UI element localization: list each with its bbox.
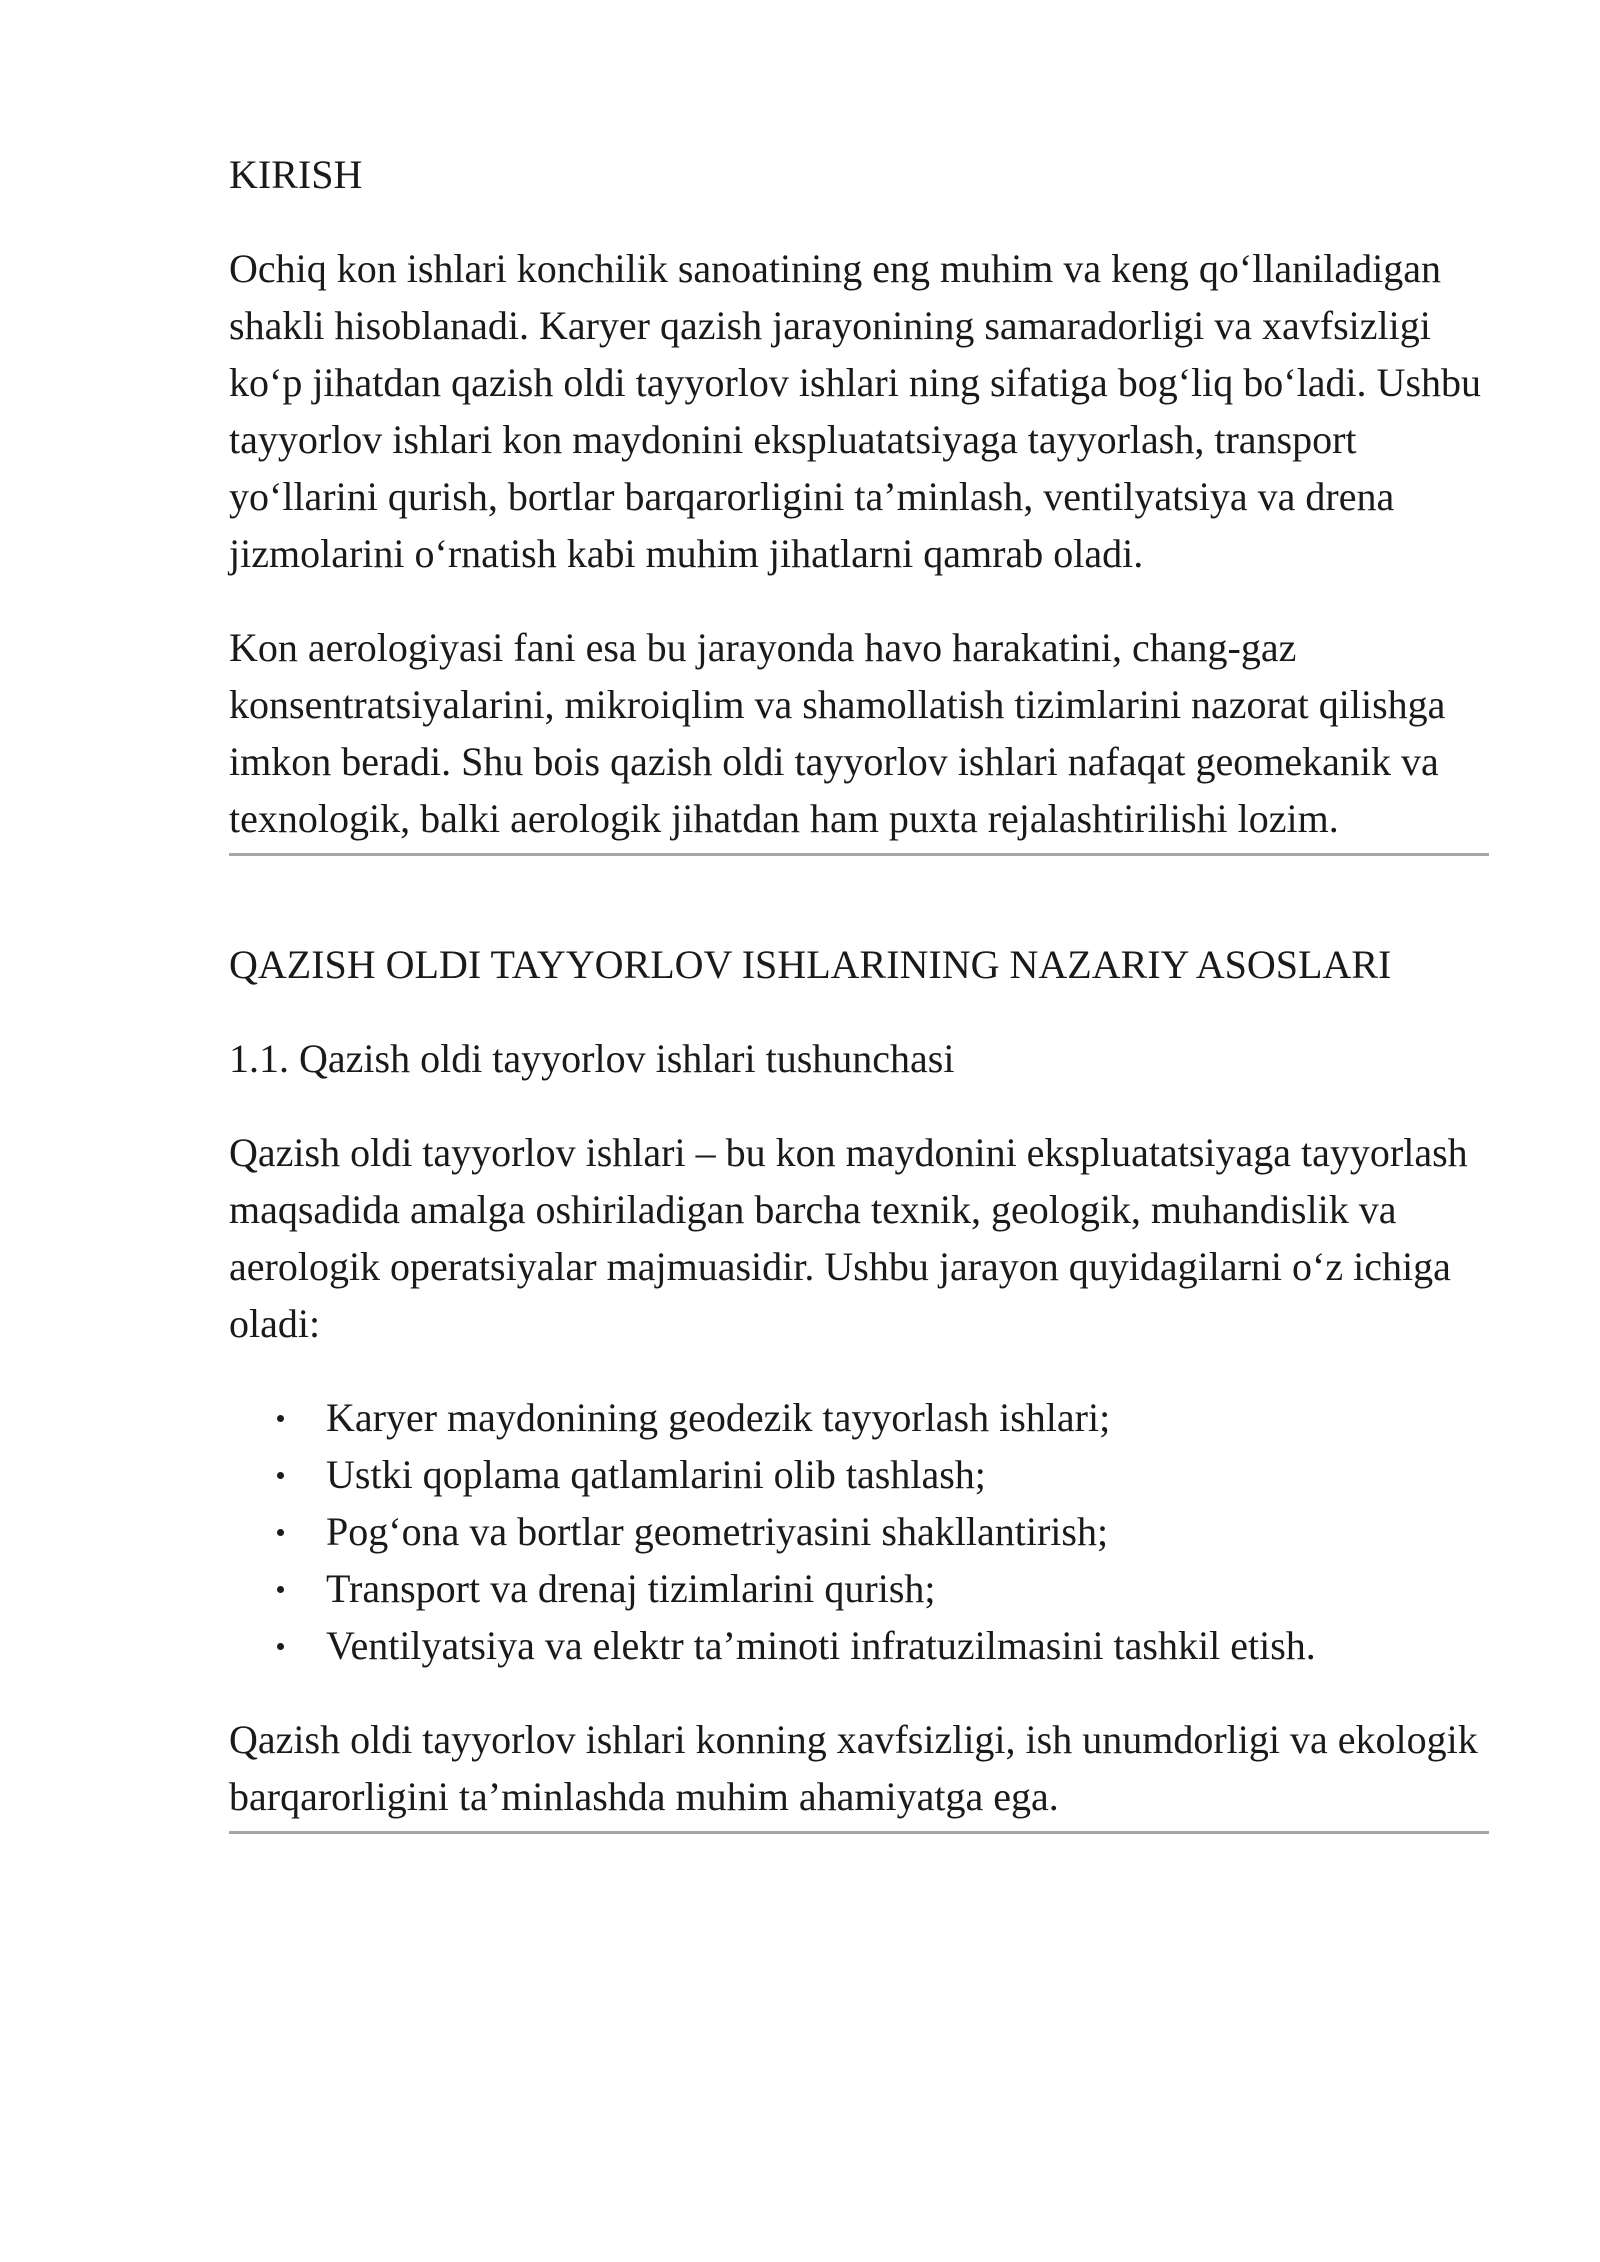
bullet-icon [277,1643,284,1650]
list-item-text: Karyer maydonining geodezik tayyorlash ishlari; [326,1395,1111,1440]
intro-paragraph-1: Ochiq kon ishlari konchilik sanoatining eng muhim va keng qo‘llaniladigan shakli hisoblanadi. Karyer qazish jarayonining samaradorligi va xavfsizligi ko‘p jihatdan qazish oldi tayyorlov ishlari ning sifatiga bog‘liq bo‘ladi. Ushbu tayyorlov ishlari kon maydonini ekspluatatsiyaga tayyorlash, transport yo‘llarini qurish, bortlar barqarorligini ta’minlash, ventilyatsiya va drena jizmolarini o‘rnatish kabi muhim jihatlarni qamrab oladi. [229,246,1482,576]
list-item [229,1617,1489,1674]
intro-heading: KIRISH [229,152,363,197]
bullet-list [229,1389,1489,1674]
list-item [229,1560,1489,1617]
list-item-text: Transport va drenaj tizimlarini qurish; [326,1566,936,1611]
bullet-icon [277,1529,284,1536]
bullet-icon [277,1415,284,1422]
chapter-paragraph-2: Qazish oldi tayyorlov ishlari konning xavfsizligi, ish unumdorligi va ekologik barqarorligini ta’minlashda muhim ahamiyatga ega. [229,1717,1478,1819]
intro-paragraph-2: Kon aerologiyasi fani esa bu jarayonda havo harakatini, chang-gaz konsentratsiyalarini, mikroiqlim va shamollatish tizimlarini nazorat qilishga imkon beradi. Shu bois qazish oldi tayyorlov ishlari nafaqat geomekanik va texnologik, balki aerologik jihatdan ham puxta rejalashtirilishi lozim. [229,625,1446,841]
list-item-text: Pog‘ona va bortlar geometriyasini shakllantirish; [326,1509,1109,1554]
list-item [229,1503,1489,1560]
bullet-icon [277,1472,284,1479]
section-divider [229,853,1489,856]
bullet-icon [277,1586,284,1593]
chapter-heading: QAZISH OLDI TAYYORLOV ISHLARINING NAZARIY ASOSLARI [229,942,1392,987]
list-item [229,1389,1489,1446]
document-page [229,146,1489,1834]
list-item-text: Ventilyatsiya va elektr ta’minoti infratuzilmasini tashkil etish. [326,1623,1316,1668]
chapter-paragraph-1: Qazish oldi tayyorlov ishlari – bu kon maydonini ekspluatatsiyaga tayyorlash maqsadida amalga oshiriladigan barcha texnik, geologik, muhandislik va aerologik operatsiyalar majmuasidir. Ushbu jarayon quyidagilarni o‘z ichiga oladi: [229,1130,1468,1346]
list-item-text: Ustki qoplama qatlamlarini olib tashlash; [326,1452,986,1497]
section-divider-bottom [229,1831,1489,1834]
section-heading: 1.1. Qazish oldi tayyorlov ishlari tushunchasi [229,1036,955,1081]
list-item [229,1446,1489,1503]
